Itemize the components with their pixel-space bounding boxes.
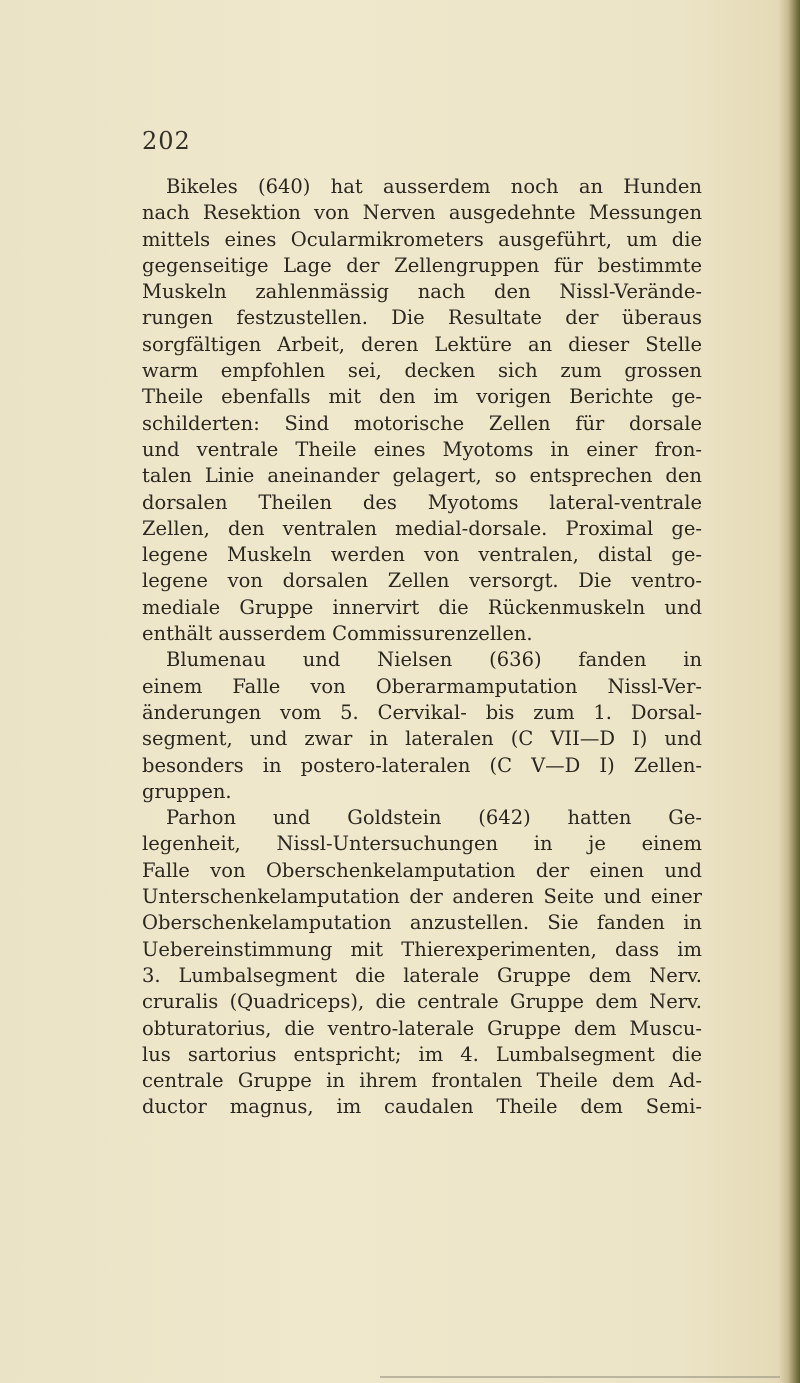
- text-line: dorsalen Theilen des Myotoms lateral-ventrale: [142, 490, 702, 514]
- text-line: Falle von Oberschenkelamputation der einen und: [142, 858, 702, 882]
- text-line: Unterschenkelamputation der anderen Seite und einer: [142, 885, 702, 909]
- text-line: besonders in postero-lateralen (C V—D I) Zellen-: [142, 753, 702, 777]
- text-line: Bikeles (640) hat ausserdem noch an Hunden: [166, 175, 702, 198]
- text-line: Oberschenkelamputation anzustellen. Sie fanden in: [142, 911, 702, 935]
- text-line: 3. Lumbalsegment die laterale Gruppe dem Nerv.: [142, 963, 702, 987]
- text-line: rungen festzustellen. Die Resultate der überaus: [142, 306, 702, 330]
- text-line: obturatorius, die ventro-laterale Gruppe dem Muscu-: [142, 1016, 702, 1040]
- text-line: warm empfohlen sei, decken sich zum grossen: [142, 359, 702, 383]
- text-line: änderungen vom 5. Cervikal- bis zum 1. Dorsal-: [142, 700, 702, 724]
- text-line: talen Linie aneinander gelagert, so entsprechen den: [142, 464, 702, 488]
- bottom-divider: [380, 1376, 780, 1378]
- text-line: legenheit, Nissl-Untersuchungen in je einem: [142, 832, 702, 856]
- text-line: lus sartorius entspricht; im 4. Lumbalsegment die: [142, 1042, 702, 1066]
- text-line: schilderten: Sind motorische Zellen für dorsale: [142, 411, 702, 435]
- text-line: Theile ebenfalls mit den im vorigen Berichte ge-: [142, 385, 702, 409]
- text-line: legene von dorsalen Zellen versorgt. Die ventro-: [142, 569, 702, 593]
- page-number: 202: [142, 127, 191, 155]
- text-line: mediale Gruppe innervirt die Rückenmuskeln und: [142, 595, 702, 619]
- text-line: Zellen, den ventralen medial-dorsale. Proximal ge-: [142, 516, 702, 540]
- text-line: und ventrale Theile eines Myotoms in einer fron-: [142, 437, 702, 461]
- text-line: centrale Gruppe in ihrem frontalen Theile dem Ad-: [142, 1069, 702, 1093]
- text-line: legene Muskeln werden von ventralen, distal ge-: [142, 543, 702, 567]
- text-line: Parhon und Goldstein (642) hatten Ge-: [166, 806, 702, 830]
- text-line: nach Resektion von Nerven ausgedehnte Messungen: [142, 201, 702, 225]
- text-line: mittels eines Ocularmikrometers ausgeführt, um die: [142, 227, 702, 251]
- text-line: einem Falle von Oberarmamputation Nissl-Ver-: [142, 674, 702, 698]
- text-line: enthält ausserdem Commissurenzellen.: [142, 622, 533, 646]
- text-line: segment, und zwar in lateralen (C VII—D I) und: [142, 727, 702, 751]
- body-text: [142, 174, 702, 1121]
- text-line: cruralis (Quadriceps), die centrale Gruppe dem Nerv.: [142, 990, 702, 1014]
- text-line: Uebereinstimmung mit Thierexperimenten, dass im: [142, 937, 702, 961]
- text-line: gruppen.: [142, 779, 232, 803]
- text-line: Muskeln zahlenmässig nach den Nissl-Verände-: [142, 280, 702, 304]
- text-line: ductor magnus, im caudalen Theile dem Semi-: [142, 1095, 702, 1119]
- text-line: Blumenau und Nielsen (636) fanden in: [166, 648, 702, 672]
- text-line: gegenseitige Lage der Zellengruppen für bestimmte: [142, 253, 702, 277]
- text-line: sorgfältigen Arbeit, deren Lektüre an dieser Stelle: [142, 332, 702, 356]
- page-edge-shadow: [778, 0, 800, 1383]
